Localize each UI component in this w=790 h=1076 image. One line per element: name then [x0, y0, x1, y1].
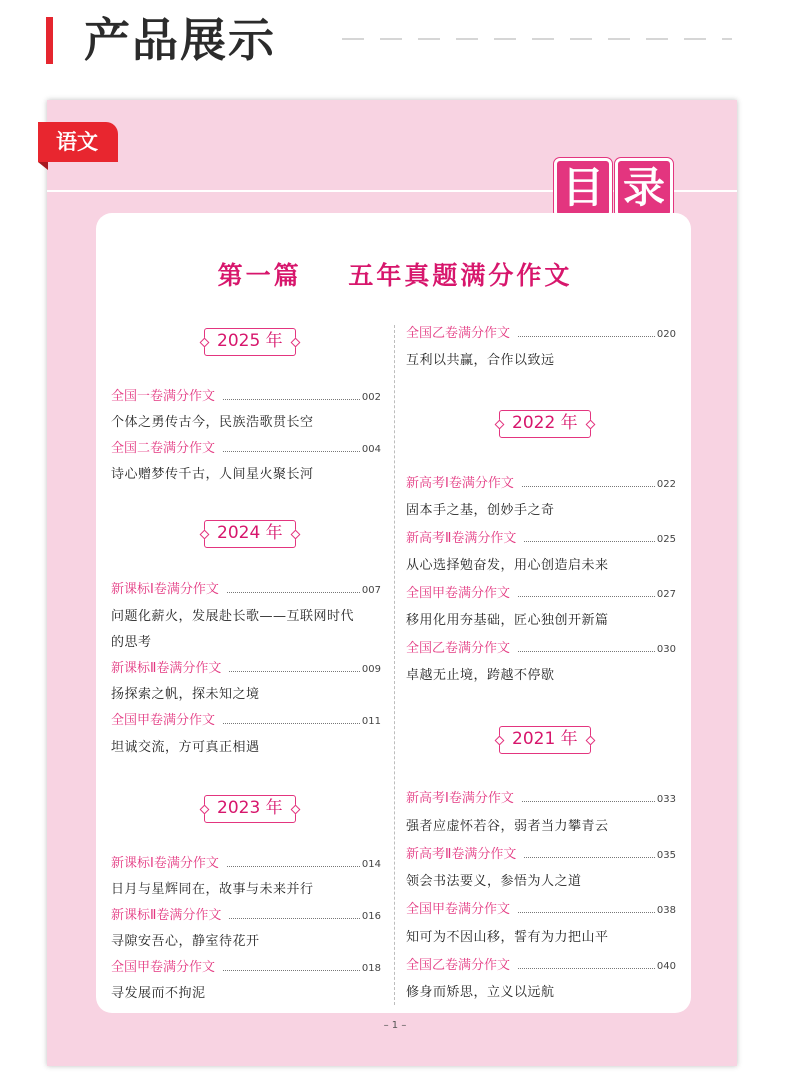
entry-title: 诗心赠梦传千古，人间星火聚长河: [111, 467, 314, 482]
entry-title: 寻发展而不拘泥: [111, 986, 206, 1001]
leader-dots: [223, 723, 360, 724]
toc-entry[interactable]: [111, 439, 381, 459]
toc-entry[interactable]: [406, 845, 676, 865]
entry-page: 022: [656, 479, 676, 490]
leader-dots: [522, 486, 655, 487]
entry-page: 040: [656, 961, 676, 972]
toc-entry[interactable]: [406, 900, 676, 920]
toc-entry[interactable]: [111, 906, 381, 926]
leader-dots: [518, 336, 655, 337]
leader-dots: [223, 399, 360, 400]
entry-page: 016: [361, 911, 381, 922]
entry-page: 030: [656, 644, 676, 655]
toc-entry[interactable]: [111, 580, 381, 600]
entry-category: 全国乙卷满分作文: [406, 641, 511, 656]
header-dashed-line: [342, 38, 732, 40]
entry-category: 全国甲卷满分作文: [111, 713, 216, 728]
entry-page: 007: [361, 585, 381, 596]
entry-page: 011: [361, 716, 381, 727]
entry-category: 新课标Ⅱ卷满分作文: [111, 908, 222, 923]
leader-dots: [227, 866, 360, 867]
entry-title: 个体之勇传古今，民族浩歌贯长空: [111, 415, 314, 430]
year-label-2021: 2021 年: [499, 726, 591, 754]
toc-entry[interactable]: [406, 529, 676, 549]
toc-entry[interactable]: [111, 387, 381, 407]
entry-page: 009: [361, 664, 381, 675]
leader-dots: [518, 912, 655, 913]
leader-dots: [229, 671, 360, 672]
entry-title: 卓越无止境，跨越不停歇: [406, 668, 555, 683]
toc-entry[interactable]: [111, 854, 381, 874]
toc-entry[interactable]: [406, 324, 676, 344]
leader-dots: [524, 541, 655, 542]
entry-page: 014: [361, 859, 381, 870]
leader-dots: [223, 451, 360, 452]
entry-category: 全国一卷满分作文: [111, 389, 216, 404]
entry-title: 扬探索之帆，探未知之境: [111, 687, 260, 702]
leader-dots: [518, 968, 655, 969]
entry-title: 日月与星辉同在，故事与未来并行: [111, 882, 314, 897]
chapter-title: 第一篇 五年真题满分作文: [217, 261, 573, 290]
entry-title: 强者应虚怀若谷，弱者当力攀青云: [406, 819, 609, 834]
entry-page: 025: [656, 534, 676, 545]
year-label-2025: 2025 年: [204, 328, 296, 356]
entry-category: 全国甲卷满分作文: [406, 586, 511, 601]
entry-title: 知可为不因山移，誓有为力把山平: [406, 930, 609, 945]
entry-category: 新高考Ⅰ卷满分作文: [406, 791, 514, 806]
toc-entry[interactable]: [406, 639, 676, 659]
leader-dots: [522, 801, 655, 802]
entry-category: 新课标Ⅰ卷满分作文: [111, 856, 219, 871]
entry-page: 038: [656, 905, 676, 916]
toc-entry[interactable]: [111, 659, 381, 679]
entry-page: 020: [656, 329, 676, 340]
entry-title: 互利以共赢，合作以致远: [406, 353, 555, 368]
leader-dots: [524, 857, 655, 858]
toc-entry[interactable]: [406, 474, 676, 494]
entry-title: 坦诚交流，方可真正相遇: [111, 740, 260, 755]
leader-dots: [518, 596, 655, 597]
leader-dots: [227, 592, 360, 593]
leader-dots: [223, 970, 360, 971]
entry-category: 全国甲卷满分作文: [111, 960, 216, 975]
entry-title: 移用化用夯基础，匠心独创开新篇: [406, 613, 609, 628]
entry-page: 027: [656, 589, 676, 600]
toc-entry[interactable]: [111, 711, 381, 731]
entry-title: 从心选择勉奋发，用心创造启未来: [406, 558, 609, 573]
toc-badge: [554, 158, 676, 220]
toc-entry[interactable]: [406, 789, 676, 809]
entry-category: 新课标Ⅱ卷满分作文: [111, 661, 222, 676]
toc-entry[interactable]: [111, 958, 381, 978]
entry-category: 全国乙卷满分作文: [406, 958, 511, 973]
entry-category: 全国二卷满分作文: [111, 441, 216, 456]
entry-title: 领会书法要义，参悟为人之道: [406, 874, 582, 889]
entry-category: 新课标Ⅰ卷满分作文: [111, 582, 219, 597]
toc-entry[interactable]: [406, 956, 676, 976]
entry-title: 问题化薪火，发展赴长歌——互联网时代: [111, 609, 355, 624]
subject-tab: 语文: [38, 122, 118, 162]
entry-category: 全国甲卷满分作文: [406, 902, 511, 917]
entry-page: 033: [656, 794, 676, 805]
entry-title: 固本手之基，创妙手之奇: [406, 503, 555, 518]
entry-category: 新高考Ⅱ卷满分作文: [406, 847, 517, 862]
entry-title: 修身而矫思，立义以远航: [406, 985, 555, 1000]
toc-badge-char-2: 录: [615, 158, 673, 218]
entry-title-continued: 的思考: [111, 635, 152, 650]
year-label-2023: 2023 年: [204, 795, 296, 823]
subject-tab-fold: [38, 162, 48, 170]
toc-entry[interactable]: [406, 584, 676, 604]
section-title: 产品展示: [84, 13, 276, 67]
entry-category: 全国乙卷满分作文: [406, 326, 511, 341]
entry-category: 新高考Ⅰ卷满分作文: [406, 476, 514, 491]
header-accent-bar: [46, 17, 53, 64]
year-label-2022: 2022 年: [499, 410, 591, 438]
page-number: – 1 –: [383, 1020, 407, 1031]
entry-page: 004: [361, 444, 381, 455]
entry-page: 018: [361, 963, 381, 974]
toc-badge-char-1: 目: [554, 158, 612, 218]
year-label-2024: 2024 年: [204, 520, 296, 548]
column-divider: [394, 325, 395, 1005]
leader-dots: [229, 918, 360, 919]
entry-page: 035: [656, 850, 676, 861]
entry-category: 新高考Ⅱ卷满分作文: [406, 531, 517, 546]
entry-title: 寻隙安吾心，静室待花开: [111, 934, 260, 949]
leader-dots: [518, 651, 655, 652]
entry-page: 002: [361, 392, 381, 403]
